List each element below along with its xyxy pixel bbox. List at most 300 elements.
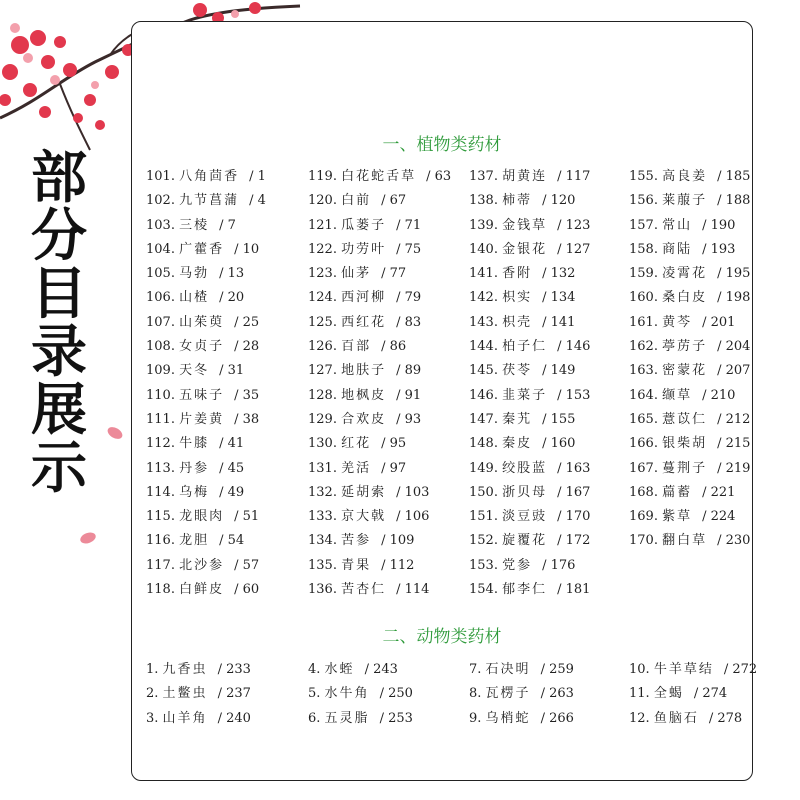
entry-page: / 198 [717, 290, 750, 305]
entry-page: / 25 [234, 315, 259, 330]
entry-name: 乌梅 [179, 484, 210, 500]
entry-name: 广藿香 [179, 241, 225, 257]
list-item: 137. 胡黄连/ 117 [469, 165, 590, 189]
entry-number: 150 [469, 484, 494, 500]
entry-page: / 109 [381, 533, 414, 548]
entry-name: 桑白皮 [662, 290, 708, 306]
entry-page: / 28 [234, 339, 259, 354]
list-item: 113. 丹参/ 45 [146, 457, 266, 481]
entry-name: 黄芩 [662, 314, 693, 330]
entry-page: / 79 [396, 290, 421, 305]
list-item: 133. 京大戟/ 106 [308, 505, 451, 529]
entry-name: 莱菔子 [662, 193, 708, 209]
entry-number: 5 [308, 686, 317, 702]
entry-page: / 195 [717, 266, 750, 281]
entry-page: / 106 [396, 509, 429, 524]
entry-name: 金银花 [502, 241, 548, 257]
entry-name: 地枫皮 [341, 387, 387, 403]
entry-page: / 89 [396, 363, 421, 378]
entry-number: 170 [629, 533, 654, 549]
entry-page: / 207 [717, 363, 750, 378]
entry-page: / 117 [557, 169, 590, 184]
list-item: 101. 八角茴香/ 1 [146, 165, 266, 189]
entry-column [629, 658, 757, 731]
entry-page: / 250 [380, 686, 413, 701]
entry-number: 107 [146, 314, 171, 330]
list-item: 164. 缬草/ 210 [629, 384, 750, 408]
entry-page: / 132 [542, 266, 575, 281]
entry-page: / 120 [542, 193, 575, 208]
entry-name: 全蝎 [653, 686, 684, 702]
entry-name: 西河柳 [341, 290, 387, 306]
entry-name: 九节菖蒲 [179, 193, 240, 209]
list-item: 145. 茯苓/ 149 [469, 359, 590, 383]
entry-name: 仙茅 [341, 266, 372, 282]
list-item: 119. 白花蛇舌草/ 63 [308, 165, 451, 189]
entry-page: / 54 [219, 533, 244, 548]
list-item: 107. 山茱萸/ 25 [146, 311, 266, 335]
entry-number: 162 [629, 339, 654, 355]
list-item: 169. 紫草/ 224 [629, 505, 750, 529]
list-item: 150. 浙贝母/ 167 [469, 481, 590, 505]
entry-number: 110 [146, 387, 171, 403]
entry-page: / 63 [426, 169, 451, 184]
entry-name: 秦艽 [502, 411, 533, 427]
entry-page: / 93 [396, 412, 421, 427]
entry-number: 169 [629, 509, 654, 525]
list-item: 8. 瓦楞子/ 263 [469, 682, 574, 706]
entry-page: / 123 [557, 218, 590, 233]
entry-name: 凌霄花 [662, 266, 708, 282]
entry-number: 7 [469, 662, 478, 677]
entry-page: / 146 [557, 339, 590, 354]
entry-number: 139 [469, 217, 494, 233]
entry-column [146, 165, 266, 602]
side-title-char: 录 [31, 320, 87, 385]
entry-page: / 181 [557, 582, 590, 597]
entry-page: / 1 [249, 169, 266, 184]
entry-name: 水牛角 [324, 686, 370, 702]
entry-number: 128 [308, 387, 333, 403]
entry-name: 胡黄连 [502, 169, 548, 184]
entry-number: 104 [146, 241, 171, 257]
list-item: 170. 翻白草/ 230 [629, 529, 750, 553]
list-item: 156. 莱菔子/ 188 [629, 189, 750, 213]
entry-column [469, 658, 574, 731]
entry-number: 126 [308, 339, 333, 355]
entry-name: 天冬 [179, 363, 210, 379]
entry-name: 白花蛇舌草 [341, 169, 417, 184]
entry-number: 133 [308, 509, 333, 525]
entry-number: 147 [469, 411, 494, 427]
entry-name: 羌活 [341, 460, 372, 476]
entry-column [308, 658, 413, 731]
entry-page: / 112 [381, 558, 414, 573]
list-item: 127. 地肤子/ 89 [308, 359, 451, 383]
entry-name: 淡豆豉 [502, 509, 548, 525]
list-item: 3. 山羊角/ 240 [146, 707, 251, 731]
entry-column [469, 165, 590, 602]
list-item: 103. 三棱/ 7 [146, 214, 266, 238]
list-item: 148. 秦皮/ 160 [469, 432, 590, 456]
side-title-char: 部 [31, 146, 87, 211]
entry-name: 柏子仁 [502, 339, 548, 355]
list-item: 125. 西红花/ 83 [308, 311, 451, 335]
list-item: 152. 旋覆花/ 172 [469, 529, 590, 553]
entry-name: 瓦楞子 [485, 686, 531, 702]
list-item: 134. 苦参/ 109 [308, 529, 451, 553]
entry-name: 葶苈子 [662, 339, 708, 355]
entry-number: 155 [629, 169, 654, 184]
side-title-char: 展 [31, 378, 87, 443]
entry-name: 郁李仁 [502, 582, 548, 598]
entry-number: 11 [629, 686, 646, 702]
entry-name: 片姜黄 [179, 411, 225, 427]
entry-column [629, 165, 750, 554]
entry-number: 132 [308, 484, 333, 500]
list-item: 165. 薏苡仁/ 212 [629, 408, 750, 432]
entry-page: / 51 [234, 509, 259, 524]
entry-number: 112 [146, 436, 171, 452]
entry-name: 山楂 [179, 290, 210, 306]
list-item: 135. 青果/ 112 [308, 554, 451, 578]
entry-number: 120 [308, 193, 333, 209]
entry-page: / 274 [694, 686, 727, 701]
list-item: 110. 五味子/ 35 [146, 384, 266, 408]
entry-number: 12 [629, 710, 646, 726]
entry-number: 108 [146, 339, 171, 355]
list-item: 122. 功劳叶/ 75 [308, 238, 451, 262]
entry-name: 牛羊草结 [653, 662, 714, 677]
entry-number: 114 [146, 484, 171, 500]
list-item: 147. 秦艽/ 155 [469, 408, 590, 432]
list-item: 109. 天冬/ 31 [146, 359, 266, 383]
list-item: 166. 银柴胡/ 215 [629, 432, 750, 456]
list-item: 142. 枳实/ 134 [469, 286, 590, 310]
list-item: 112. 牛膝/ 41 [146, 432, 266, 456]
contents-panel [131, 21, 758, 781]
entry-page: / 38 [234, 412, 259, 427]
entry-page: / 127 [557, 242, 590, 257]
section-title-plants: 一、植物类药材 [382, 135, 502, 155]
entry-page: / 201 [702, 315, 735, 330]
entry-name: 薏苡仁 [662, 411, 708, 427]
list-item: 129. 合欢皮/ 93 [308, 408, 451, 432]
entry-name: 缬草 [662, 387, 693, 403]
entry-page: / 243 [365, 662, 398, 677]
entry-page: / 204 [717, 339, 750, 354]
entry-name: 龙眼肉 [179, 509, 225, 525]
entry-column [146, 658, 251, 731]
entry-number: 142 [469, 290, 494, 306]
entry-number: 3 [146, 710, 155, 726]
list-item: 108. 女贞子/ 28 [146, 335, 266, 359]
entry-page: / 31 [219, 363, 244, 378]
list-item: 136. 苦杏仁/ 114 [308, 578, 451, 602]
entry-page: / 13 [219, 266, 244, 281]
entry-page: / 134 [542, 290, 575, 305]
list-item: 141. 香附/ 132 [469, 262, 590, 286]
entry-number: 9 [469, 710, 478, 726]
falling-petal-icon [78, 530, 98, 546]
list-item: 158. 商陆/ 193 [629, 238, 750, 262]
entry-number: 144 [469, 339, 494, 355]
entry-name: 翻白草 [662, 533, 708, 549]
list-item: 132. 延胡索/ 103 [308, 481, 451, 505]
list-item: 160. 桑白皮/ 198 [629, 286, 750, 310]
entry-name: 红花 [341, 436, 372, 452]
entry-name: 山茱萸 [179, 314, 225, 330]
list-item: 10. 牛羊草结/ 272 [629, 658, 757, 682]
entry-number: 164 [629, 387, 654, 403]
entry-page: / 49 [219, 485, 244, 500]
list-item: 155. 高良姜/ 185 [629, 165, 750, 189]
list-item: 120. 白前/ 67 [308, 189, 451, 213]
entry-page: / 278 [709, 711, 742, 726]
list-item: 126. 百部/ 86 [308, 335, 451, 359]
entry-page: / 149 [542, 363, 575, 378]
entry-number: 118 [146, 582, 171, 598]
entry-name: 苦参 [341, 533, 372, 549]
entry-page: / 57 [234, 558, 259, 573]
entry-name: 金钱草 [502, 217, 548, 233]
entry-number: 148 [469, 436, 494, 452]
entry-name: 三棱 [179, 217, 210, 233]
entry-page: / 240 [218, 711, 251, 726]
entry-page: / 188 [717, 193, 750, 208]
entry-name: 乌梢蛇 [485, 710, 531, 726]
entry-number: 121 [308, 217, 333, 233]
entry-number: 141 [469, 266, 494, 282]
entry-number: 134 [308, 533, 333, 549]
entry-number: 2 [146, 686, 155, 702]
list-item: 121. 瓜蒌子/ 71 [308, 214, 451, 238]
entry-name: 牛膝 [179, 436, 210, 452]
list-item: 153. 党参/ 176 [469, 554, 590, 578]
entry-name: 白前 [341, 193, 372, 209]
entry-page: / 7 [219, 218, 236, 233]
list-item: 5. 水牛角/ 250 [308, 682, 413, 706]
entry-number: 102 [146, 193, 171, 209]
entry-number: 138 [469, 193, 494, 209]
entry-number: 163 [629, 363, 654, 379]
entry-page: / 95 [381, 436, 406, 451]
entry-page: / 233 [218, 662, 251, 677]
list-item: 104. 广藿香/ 10 [146, 238, 266, 262]
entry-number: 157 [629, 217, 654, 233]
entry-page: / 97 [381, 461, 406, 476]
entry-number: 111 [146, 411, 171, 427]
list-item: 114. 乌梅/ 49 [146, 481, 266, 505]
entry-page: / 266 [541, 711, 574, 726]
entry-page: / 153 [557, 388, 590, 403]
entry-name: 西红花 [341, 314, 387, 330]
entry-page: / 212 [717, 412, 750, 427]
entry-page: / 219 [717, 461, 750, 476]
entry-page: / 35 [234, 388, 259, 403]
entry-number: 156 [629, 193, 654, 209]
entry-name: 绞股蓝 [502, 460, 548, 476]
entry-number: 161 [629, 314, 654, 330]
entry-page: / 103 [396, 485, 429, 500]
entry-page: / 155 [542, 412, 575, 427]
entry-number: 109 [146, 363, 171, 379]
entry-number: 129 [308, 411, 333, 427]
list-item: 162. 葶苈子/ 204 [629, 335, 750, 359]
list-item: 12. 鱼脑石/ 278 [629, 707, 757, 731]
entry-number: 124 [308, 290, 333, 306]
list-item: 9. 乌梢蛇/ 266 [469, 707, 574, 731]
entry-page: / 172 [557, 533, 590, 548]
entry-name: 土鳖虫 [162, 686, 208, 702]
entry-number: 136 [308, 582, 333, 598]
list-item: 143. 枳壳/ 141 [469, 311, 590, 335]
list-item: 11. 全蝎/ 274 [629, 682, 757, 706]
entry-page: / 185 [717, 169, 750, 184]
entry-number: 103 [146, 217, 171, 233]
entry-number: 130 [308, 436, 333, 452]
entry-name: 地肤子 [341, 363, 387, 379]
entry-name: 白鲜皮 [179, 582, 225, 598]
entry-page: / 170 [557, 509, 590, 524]
list-item: 4. 水蛭/ 243 [308, 658, 413, 682]
list-item: 130. 红花/ 95 [308, 432, 451, 456]
list-item: 7. 石决明/ 259 [469, 658, 574, 682]
entry-name: 五灵脂 [324, 710, 370, 726]
entry-name: 党参 [502, 557, 533, 573]
entry-page: / 75 [396, 242, 421, 257]
entry-page: / 190 [702, 218, 735, 233]
entry-name: 韭菜子 [502, 387, 548, 403]
entry-number: 101 [146, 169, 171, 184]
entry-page: / 221 [702, 485, 735, 500]
entry-number: 122 [308, 241, 333, 257]
entry-name: 鱼脑石 [653, 710, 699, 726]
list-item: 163. 密蒙花/ 207 [629, 359, 750, 383]
list-item: 146. 韭菜子/ 153 [469, 384, 590, 408]
entry-page: / 167 [557, 485, 590, 500]
entry-name: 枳壳 [502, 314, 533, 330]
entry-page: / 45 [219, 461, 244, 476]
entry-name: 瓜蒌子 [341, 217, 387, 233]
side-title-char: 分 [31, 204, 87, 269]
entry-name: 商陆 [662, 241, 693, 257]
side-title-char: 示 [31, 436, 87, 501]
entry-name: 常山 [662, 217, 693, 233]
entry-name: 秦皮 [502, 436, 533, 452]
list-item: 138. 柿蒂/ 120 [469, 189, 590, 213]
entry-name: 龙胆 [179, 533, 210, 549]
list-item: 106. 山楂/ 20 [146, 286, 266, 310]
entry-page: / 20 [219, 290, 244, 305]
falling-petal-icon [105, 425, 125, 441]
entry-name: 枳实 [502, 290, 533, 306]
entry-name: 九香虫 [162, 662, 208, 677]
entry-number: 105 [146, 266, 171, 282]
list-item: 159. 凌霄花/ 195 [629, 262, 750, 286]
entry-number: 152 [469, 533, 494, 549]
entry-name: 丹参 [179, 460, 210, 476]
entry-number: 113 [146, 460, 171, 476]
list-item: 168. 萹蓄/ 221 [629, 481, 750, 505]
entry-page: / 210 [702, 388, 735, 403]
entry-name: 柿蒂 [502, 193, 533, 209]
list-item: 128. 地枫皮/ 91 [308, 384, 451, 408]
entry-page: / 272 [724, 662, 757, 677]
side-title [24, 146, 94, 501]
entry-page: / 41 [219, 436, 244, 451]
entry-page: / 83 [396, 315, 421, 330]
entry-name: 北沙参 [179, 557, 225, 573]
entry-name: 银柴胡 [662, 436, 708, 452]
entry-name: 合欢皮 [341, 411, 387, 427]
entry-name: 苦杏仁 [341, 582, 387, 598]
list-item: 6. 五灵脂/ 253 [308, 707, 413, 731]
entry-number: 8 [469, 686, 478, 702]
entry-number: 154 [469, 582, 494, 598]
list-item: 117. 北沙参/ 57 [146, 554, 266, 578]
entry-number: 135 [308, 557, 333, 573]
list-item: 149. 绞股蓝/ 163 [469, 457, 590, 481]
entry-page: / 224 [702, 509, 735, 524]
list-item: 115. 龙眼肉/ 51 [146, 505, 266, 529]
entry-number: 149 [469, 460, 494, 476]
entry-page: / 230 [717, 533, 750, 548]
entry-number: 143 [469, 314, 494, 330]
entry-name: 马勃 [179, 266, 210, 282]
entry-name: 萹蓄 [662, 484, 693, 500]
list-item: 151. 淡豆豉/ 170 [469, 505, 590, 529]
entry-number: 10 [629, 662, 646, 677]
list-item: 2. 土鳖虫/ 237 [146, 682, 251, 706]
entry-number: 167 [629, 460, 654, 476]
entry-number: 159 [629, 266, 654, 282]
entry-name: 高良姜 [662, 169, 708, 184]
entry-name: 山羊角 [162, 710, 208, 726]
entry-page: / 4 [249, 193, 266, 208]
list-item: 105. 马勃/ 13 [146, 262, 266, 286]
entry-page: / 215 [717, 436, 750, 451]
entry-number: 146 [469, 387, 494, 403]
entry-number: 137 [469, 169, 494, 184]
entry-name: 延胡索 [341, 484, 387, 500]
entry-name: 功劳叶 [341, 241, 387, 257]
list-item: 139. 金钱草/ 123 [469, 214, 590, 238]
entry-number: 119 [308, 169, 333, 184]
entry-name: 五味子 [179, 387, 225, 403]
entry-page: / 67 [381, 193, 406, 208]
entry-name: 石决明 [485, 662, 531, 677]
side-title-char: 目 [31, 262, 87, 327]
entry-page: / 263 [541, 686, 574, 701]
entry-number: 168 [629, 484, 654, 500]
entry-page: / 193 [702, 242, 735, 257]
list-item: 1. 九香虫/ 233 [146, 658, 251, 682]
entry-page: / 71 [396, 218, 421, 233]
entry-number: 116 [146, 533, 171, 549]
entry-name: 百部 [341, 339, 372, 355]
entry-name: 密蒙花 [662, 363, 708, 379]
list-item: 116. 龙胆/ 54 [146, 529, 266, 553]
entry-number: 125 [308, 314, 333, 330]
list-item: 123. 仙茅/ 77 [308, 262, 451, 286]
list-item: 167. 蔓荆子/ 219 [629, 457, 750, 481]
entry-page: / 259 [541, 662, 574, 677]
list-item: 124. 西河柳/ 79 [308, 286, 451, 310]
entry-number: 165 [629, 411, 654, 427]
entry-page: / 141 [542, 315, 575, 330]
entry-name: 京大戟 [341, 509, 387, 525]
